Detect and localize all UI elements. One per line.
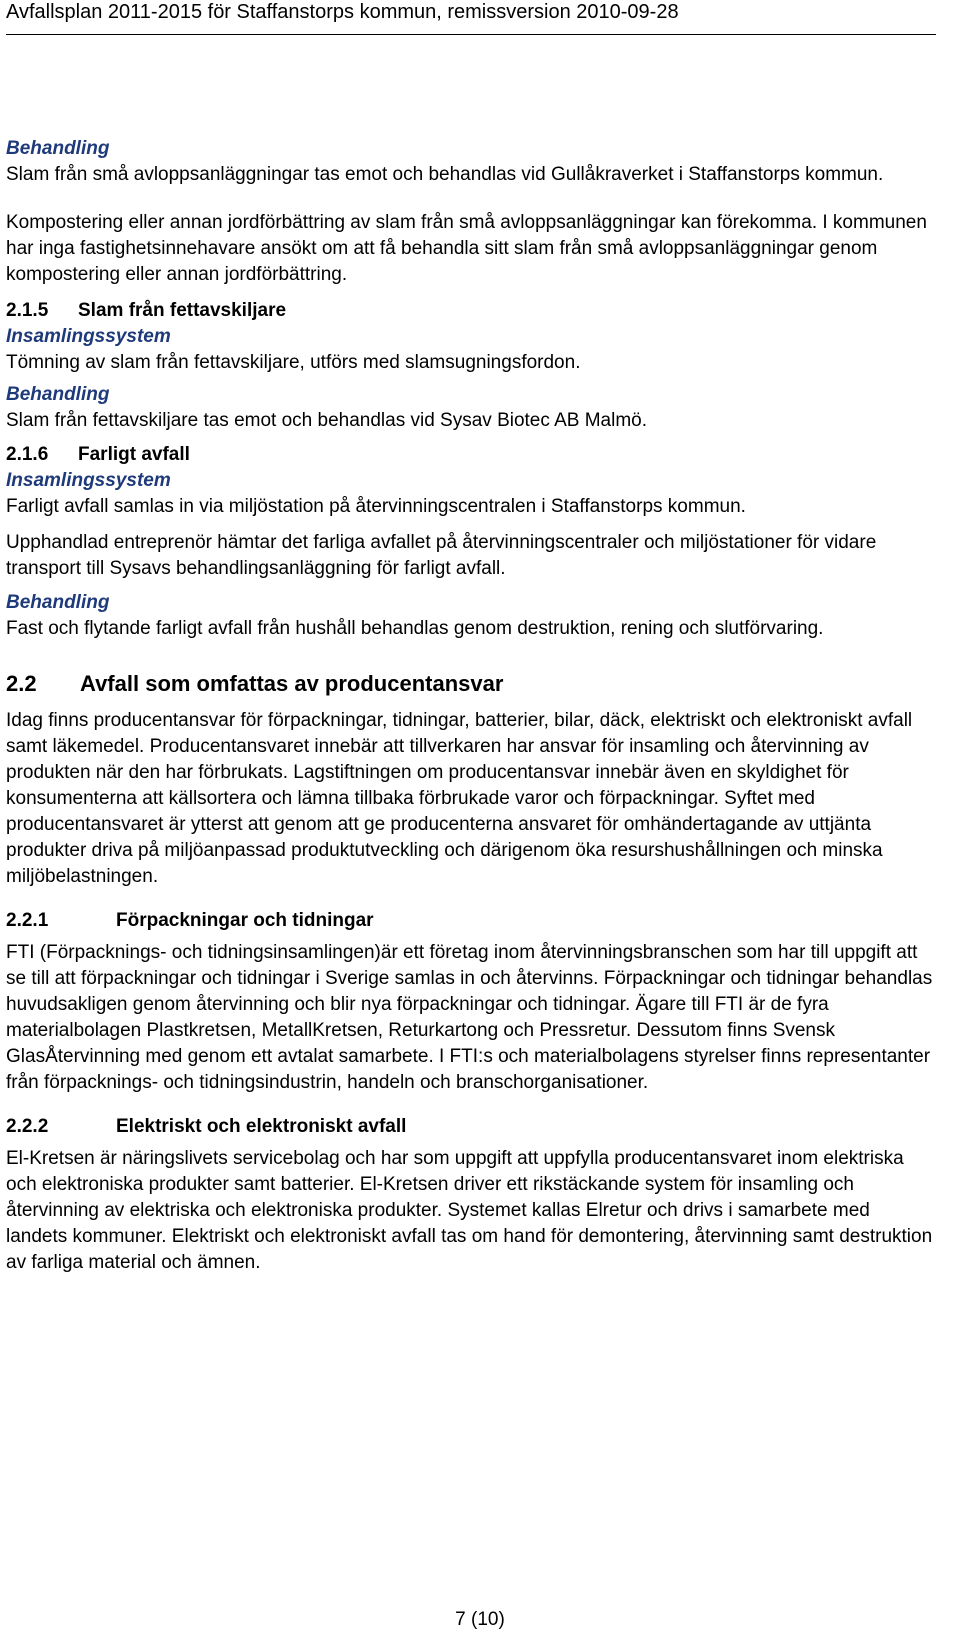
section-title: Elektriskt och elektroniskt avfall [116,1116,407,1137]
paragraph: FTI (Förpacknings- och tidningsinsamlingen)är ett företag inom återvinningsbranschen som har till uppgift att se till att förpackningar och tidningar i Sverige samlas in och återvinns. Förpackningar och tidningar behandlas huvudsakligen genom återvinning och blir nya förpackningar och tidningar. Ägare till FTI är de fyra materialbolagen Plastkretsen, MetallKretsen, Returkartong och Pressretur. Dessutom finns Svensk GlasÅtervinning med genom ett avtalat samarbete. I FTI:s och materialbolagens styrelser finns representanter från förpacknings- och tidningsindustrin, handeln och branschorganisationer. [6,942,933,1093]
paragraph: Tömning av slam från fettavskiljare, utförs med slamsugningsfordon. [6,352,581,373]
subheading-behandling: Behandling [6,384,110,405]
document-title: Avfallsplan 2011-2015 för Staffanstorps kommun, remissversion 2010-09-28 [6,1,679,23]
section-title: Avfall som omfattas av producentansvar [80,671,504,696]
paragraph: Idag finns producentansvar för förpackningar, tidningar, batterier, bilar, däck, elektriskt och elektroniskt avfall samt läkemedel. Producentansvaret innebär att tillverkaren har ansvar för insamling och återvinning av produkten när den har förbrukats. Lagstiftningen om producentansvar innebär även en skyldighet för konsumenterna att källsortera och lämna tillbaka förbrukade varor och förpackningar. Syftet med producentansvaret är ytterst att genom att ge producenterna ansvaret för omhändertagande av uttjänta produkter driva på miljöanpassad produktutveckling och därigenom öka resurshushållningen och minska miljöbelastningen. [6,710,913,887]
section-heading-2-1-6 [6,442,936,468]
section-title: Farligt avfall [78,444,190,465]
document-body [6,136,936,1276]
page-footer [0,1608,960,1632]
section-heading-2-2 [6,670,936,698]
section-heading-2-1-5 [6,298,936,324]
document-header [6,0,936,35]
subheading-behandling: Behandling [6,592,110,613]
section-number: 2.2.2 [6,1116,49,1137]
section-title: Förpackningar och tidningar [116,910,374,931]
subheading-insamlingssystem: Insamlingssystem [6,326,171,347]
page-number: 7 (10) [455,1609,505,1630]
paragraph: Upphandlad entreprenör hämtar det farliga avfallet på återvinningscentraler och miljöstationer för vidare transport till Sysavs behandlingsanläggning för farligt avfall. [6,532,877,579]
section-title: Slam från fettavskiljare [78,300,287,321]
paragraph: Farligt avfall samlas in via miljöstation på återvinningscentralen i Staffanstorps kommun. [6,496,746,517]
section-number: 2.2.1 [6,910,49,931]
paragraph: Kompostering eller annan jordförbättring av slam från små avloppsanläggningar kan förekomma. I kommunen har inga fastighetsinnehavare ansökt om att få behandla sitt slam från små avloppsanläggningar genom kompostering eller annan jordförbättring. [6,212,927,285]
section-number: 2.1.6 [6,444,49,465]
paragraph: Slam från fettavskiljare tas emot och behandlas vid Sysav Biotec AB Malmö. [6,410,648,431]
section-number: 2.2 [6,671,37,696]
section-heading-2-2-2 [6,1114,936,1140]
paragraph: Fast och flytande farligt avfall från hushåll behandlas genom destruktion, rening och slutförvaring. [6,618,824,639]
section-number: 2.1.5 [6,300,49,321]
subheading-behandling: Behandling [6,138,110,159]
paragraph: Slam från små avloppsanläggningar tas emot och behandlas vid Gullåkraverket i Staffanstorps kommun. [6,164,884,185]
paragraph: El-Kretsen är näringslivets servicebolag och har som uppgift att uppfylla producentansvaret inom elektriska och elektroniska produkter samt batterier. El-Kretsen driver ett rikstäckande system för insamling och återvinning av elektriska och elektroniska produkter. Systemet kallas Elretur och drivs i samarbete med landets kommuner. Elektriskt och elektroniskt avfall tas om hand för demontering, återvinning samt destruktion av farliga material och ämnen. [6,1148,933,1273]
subheading-insamlingssystem: Insamlingssystem [6,470,171,491]
section-heading-2-2-1 [6,908,936,934]
